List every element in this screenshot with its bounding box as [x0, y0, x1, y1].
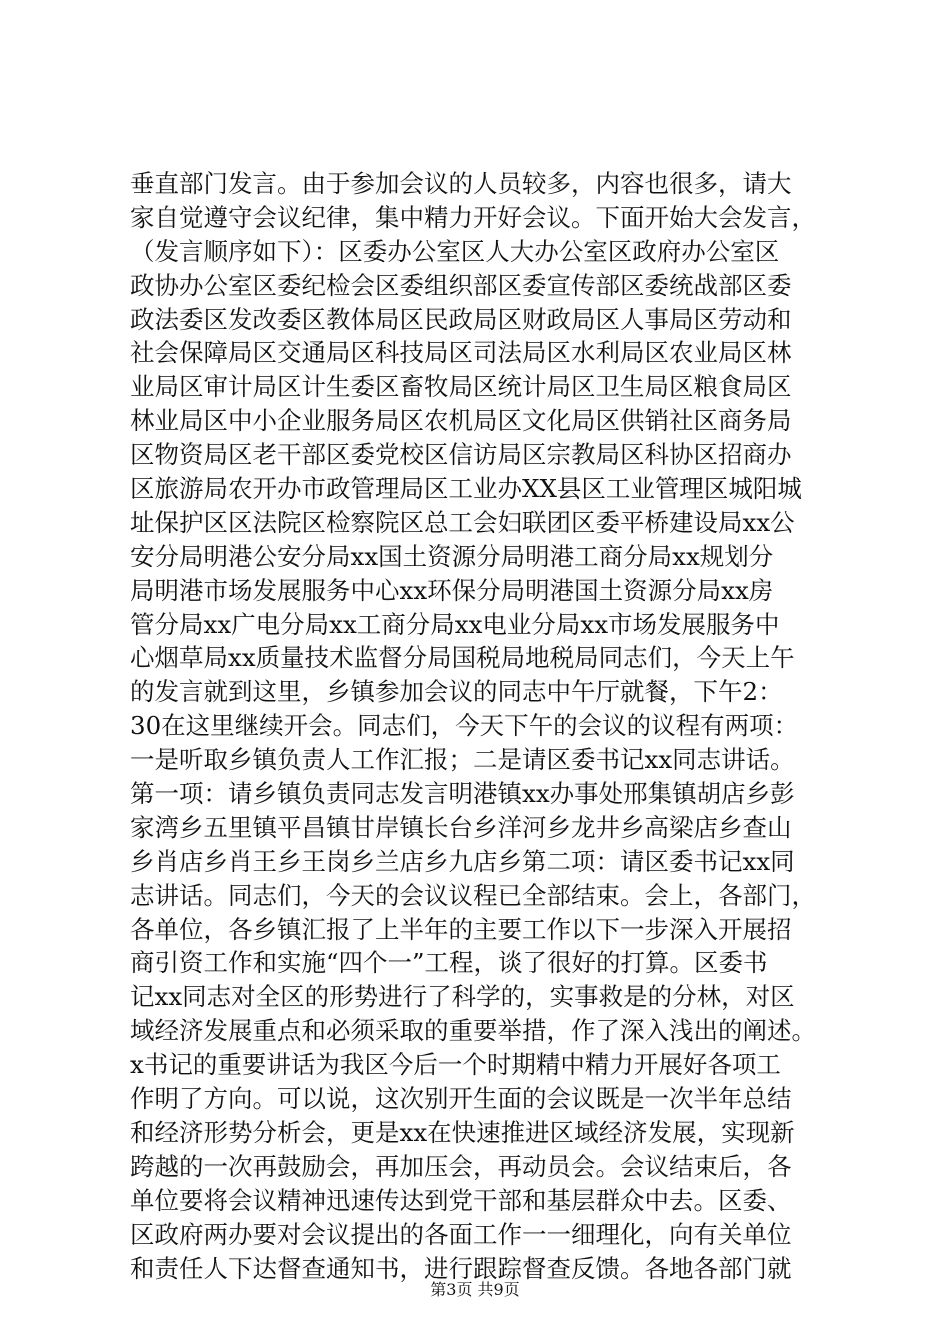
text-line: 和经济形势分析会，更是xx在快速推进区域经济发展，实现新	[130, 1117, 795, 1147]
text-line: 区政府两办要对会议提出的各面工作一一细理化，向有关单位	[130, 1219, 792, 1249]
text-line: 安分局明港公安分局xx国土资源分局明港工商分局xx规划分	[130, 541, 774, 571]
text-line: 林业局区中小企业服务局区农机局区文化局区供销社区商务局	[130, 406, 792, 436]
text-line: 记xx同志对全区的形势进行了科学的，实事救是的分林，对区	[130, 982, 795, 1012]
text-line: 单位要将会议精神迅速传达到党干部和基层群众中去。区委、	[130, 1185, 792, 1215]
text-line: 政协办公室区委纪检会区委组织部区委宣传部区委统战部区委	[130, 270, 792, 300]
text-line: 和责任人下达督查通知书，进行跟踪督查反馈。各地各部门就	[130, 1253, 792, 1283]
text-line: 家湾乡五里镇平昌镇甘岸镇长台乡洋河乡龙井乡高梁店乡查山	[130, 812, 792, 842]
text-line: 商引资工作和实施“四个一”工程，谈了很好的打算。区委书	[130, 948, 768, 978]
text-line: 域经济发展重点和必须采取的重要举措，作了深入浅出的阐述。	[130, 1016, 816, 1046]
text-line: 乡肖店乡肖王乡王岗乡兰店乡九店乡第二项：请区委书记xx同	[130, 846, 795, 876]
body-text	[130, 167, 830, 1285]
text-line: 局明港市场发展服务中心xx环保分局明港国土资源分局xx房	[130, 575, 774, 605]
text-line: 30在这里继续开会。同志们，今天下午的会议的议程有两项：	[130, 711, 799, 741]
text-line: 政法委区发改委区教体局区民政局区财政局区人事局区劳动和	[130, 304, 792, 334]
text-line: 区旅游局农开办市政管理局区工业办XX县区工业管理区城阳城	[130, 474, 802, 504]
text-line: 志讲话。同志们，今天的会议议程已全部结束。会上，各部门，	[130, 880, 816, 910]
text-line: 业局区审计局区计生委区畜牧局区统计局区卫生局区粮食局区	[130, 372, 792, 402]
text-line: 区物资局区老干部区委党校区信访局区宗教局区科协区招商办	[130, 440, 792, 470]
text-line: 址保护区区法院区检察院区总工会妇联团区委平桥建设局xx公	[130, 507, 795, 537]
text-line: 社会保障局区交通局区科技局区司法局区水利局区农业局区林	[130, 338, 792, 368]
text-line: 各单位，各乡镇汇报了上半年的主要工作以下一步深入开展招	[130, 914, 792, 944]
text-line: 第一项：请乡镇负责同志发言明港镇xx办事处邢集镇胡店乡彭	[130, 779, 795, 809]
text-line: 心烟草局xx质量技术监督分局国税局地税局同志们，今天上午	[130, 643, 795, 673]
text-line: 垂直部门发言。由于参加会议的人员较多，内容也很多，请大	[130, 169, 792, 198]
text-line: 作明了方向。可以说，这次别开生面的会议既是一次半年总结	[130, 1084, 792, 1114]
text-line: 家自觉遵守会议纪律，集中精力开好会议。下面开始大会发言，	[130, 202, 816, 232]
text-line: 的发言就到这里，乡镇参加会议的同志中午厅就餐，下午2：	[130, 677, 783, 707]
text-line: （发言顺序如下）：区委办公室区人大办公室区政府办公室区	[130, 236, 780, 266]
text-line: 管分局xx广电分局xx工商分局xx电业分局xx市场发展服务中	[130, 609, 780, 639]
page-number-footer: 第3页 共9页	[430, 1280, 520, 1299]
text-line: x书记的重要讲话为我区今后一个时期精中精力开展好各项工	[130, 1050, 781, 1080]
text-line: 一是听取乡镇负责人工作汇报；二是请区委书记xx同志讲话。	[130, 745, 795, 775]
text-line: 跨越的一次再鼓励会，再加压会，再动员会。会议结束后，各	[130, 1151, 792, 1181]
